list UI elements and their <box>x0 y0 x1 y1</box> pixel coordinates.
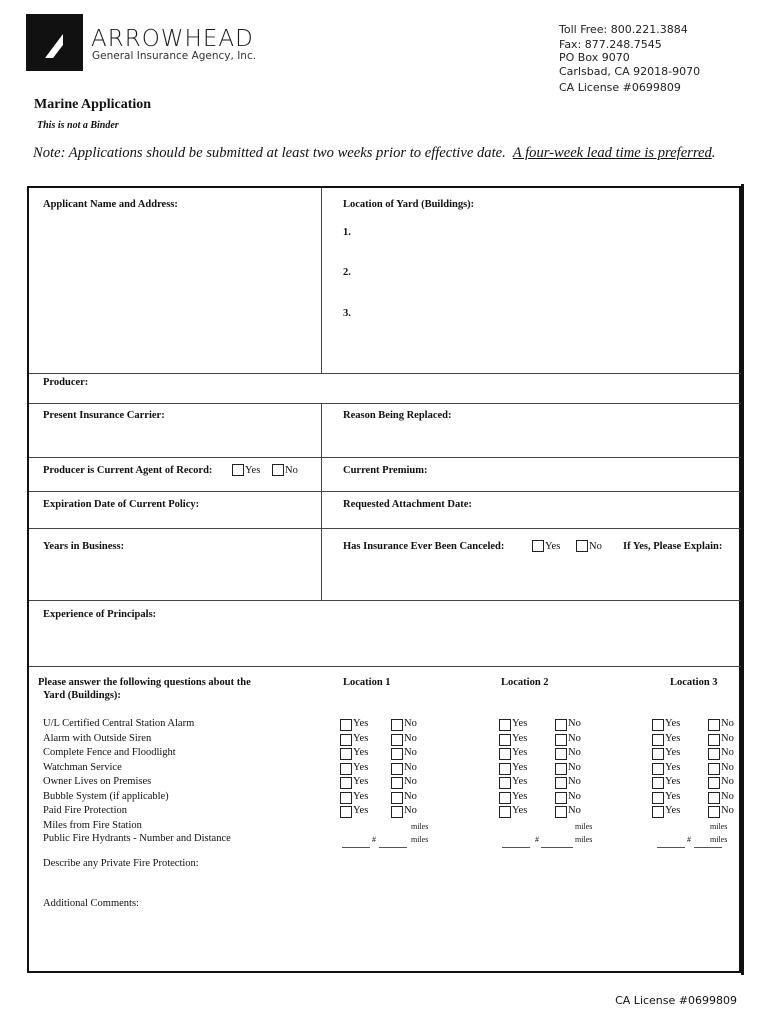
questions-intro-1: Please answer the following questions about the <box>38 677 251 688</box>
question-label: Complete Fence and Floodlight <box>43 747 176 758</box>
location-3-header: Location 3 <box>670 677 718 688</box>
loc2-no-label: No <box>568 732 581 744</box>
loc3-no-checkbox[interactable] <box>708 806 720 818</box>
hydrant-hash-1: # <box>372 835 376 844</box>
logo-title: ARROWHEAD <box>91 26 254 52</box>
hydrant-miles-3: miles <box>710 835 728 844</box>
loc2-no-checkbox[interactable] <box>555 777 567 789</box>
loc3-no-label: No <box>721 732 734 744</box>
reason-replaced-label: Reason Being Replaced: <box>343 410 452 421</box>
loc2-no-label: No <box>568 805 581 816</box>
loc2-yes-checkbox[interactable] <box>499 777 511 789</box>
form-frame <box>27 186 741 973</box>
loc1-no-label: No <box>404 732 417 744</box>
contact-city: Carlsbad, CA 92018-9070 <box>559 65 701 78</box>
loc1-no-label: No <box>404 805 417 816</box>
loc1-yes-label: Yes <box>353 761 369 773</box>
loc2-yes-checkbox[interactable] <box>499 806 511 818</box>
loc2-yes-label: Yes <box>512 805 528 816</box>
loc1-no-checkbox[interactable] <box>391 734 403 746</box>
loc2-no-checkbox[interactable] <box>555 806 567 818</box>
location-1-header: Location 1 <box>343 677 391 688</box>
loc3-yes-label: Yes <box>665 790 681 802</box>
contact-license: CA License #0699809 <box>559 81 681 94</box>
loc3-no-label: No <box>721 747 734 758</box>
loc3-yes-checkbox[interactable] <box>652 763 664 775</box>
loc2-yes-label: Yes <box>512 790 528 802</box>
loc1-no-checkbox[interactable] <box>391 777 403 789</box>
loc3-yes-label: Yes <box>665 776 681 787</box>
miles-unit-3: miles <box>710 822 728 831</box>
loc1-yes-label: Yes <box>353 732 369 744</box>
loc1-yes-checkbox[interactable] <box>340 777 352 789</box>
loc2-yes-label: Yes <box>512 732 528 744</box>
lead-time-note: Note: Applications should be submitted at least two weeks prior to effective date. A four-week lead time is preferred. <box>33 145 716 161</box>
loc3-yes-checkbox[interactable] <box>652 777 664 789</box>
loc3-no-checkbox[interactable] <box>708 777 720 789</box>
if-yes-explain-label: If Yes, Please Explain: <box>623 541 723 552</box>
question-label: Bubble System (if applicable) <box>43 790 169 802</box>
attachment-date-label: Requested Attachment Date: <box>343 499 472 510</box>
loc2-no-label: No <box>568 718 581 729</box>
miles-unit-2: miles <box>575 822 593 831</box>
loc2-yes-label: Yes <box>512 761 528 773</box>
hydrant-hash-3: # <box>687 835 691 844</box>
loc1-yes-checkbox[interactable] <box>340 792 352 804</box>
loc3-yes-label: Yes <box>665 718 681 729</box>
loc2-no-label: No <box>568 790 581 802</box>
agent-no-checkbox[interactable] <box>272 464 284 476</box>
loc1-no-checkbox[interactable] <box>391 792 403 804</box>
ever-canceled-label: Has Insurance Ever Been Canceled: <box>343 541 505 552</box>
form-title: Marine Application <box>34 97 152 112</box>
loc1-yes-checkbox[interactable] <box>340 719 352 731</box>
hydrants-label: Public Fire Hydrants - Number and Distance <box>43 833 231 844</box>
location-2-label: 2. <box>343 267 351 278</box>
producer-label: Producer: <box>43 377 89 388</box>
loc2-yes-checkbox[interactable] <box>499 792 511 804</box>
location-3-label: 3. <box>343 308 351 319</box>
loc2-yes-checkbox[interactable] <box>499 719 511 731</box>
loc2-no-checkbox[interactable] <box>555 792 567 804</box>
loc3-yes-label: Yes <box>665 761 681 773</box>
agent-of-record-label: Producer is Current Agent of Record: <box>43 465 213 476</box>
loc3-no-label: No <box>721 805 734 816</box>
loc1-yes-checkbox[interactable] <box>340 748 352 760</box>
question-label: Paid Fire Protection <box>43 805 127 816</box>
loc1-yes-label: Yes <box>353 776 369 787</box>
loc2-yes-label: Yes <box>512 776 528 787</box>
binder-note: This is not a Binder <box>37 120 119 131</box>
questions-intro-2: Yard (Buildings): <box>43 690 121 701</box>
loc1-yes-label: Yes <box>353 805 369 816</box>
loc1-no-checkbox[interactable] <box>391 763 403 775</box>
years-in-business-label: Years in Business: <box>43 541 125 552</box>
loc1-no-checkbox[interactable] <box>391 719 403 731</box>
loc2-no-label: No <box>568 776 581 787</box>
loc2-yes-label: Yes <box>512 747 528 758</box>
logo-subtitle: General Insurance Agency, Inc. <box>92 50 257 62</box>
loc2-no-checkbox[interactable] <box>555 748 567 760</box>
contact-po-box: PO Box 9070 <box>559 51 630 64</box>
loc1-yes-label: Yes <box>353 747 369 758</box>
question-label: Watchman Service <box>43 761 122 773</box>
loc2-yes-checkbox[interactable] <box>499 763 511 775</box>
loc2-no-checkbox[interactable] <box>555 734 567 746</box>
additional-comments-label: Additional Comments: <box>43 898 139 909</box>
loc3-yes-checkbox[interactable] <box>652 748 664 760</box>
loc3-no-label: No <box>721 718 734 729</box>
question-label: Alarm with Outside Siren <box>43 732 152 744</box>
loc1-yes-checkbox[interactable] <box>340 734 352 746</box>
arrowhead-logo-icon <box>26 14 83 71</box>
loc2-no-checkbox[interactable] <box>555 763 567 775</box>
yard-location-label: Location of Yard (Buildings): <box>343 199 475 210</box>
loc2-no-checkbox[interactable] <box>555 719 567 731</box>
canceled-no-label: No <box>589 541 602 552</box>
miles-unit-1: miles <box>411 822 429 831</box>
experience-label: Experience of Principals: <box>43 609 157 620</box>
loc1-no-label: No <box>404 747 417 758</box>
loc3-yes-checkbox[interactable] <box>652 719 664 731</box>
loc3-no-label: No <box>721 761 734 773</box>
private-fire-label: Describe any Private Fire Protection: <box>43 858 199 869</box>
loc3-no-checkbox[interactable] <box>708 734 720 746</box>
agent-no-label: No <box>285 465 298 476</box>
hydrant-miles-2: miles <box>575 835 593 844</box>
loc1-yes-label: Yes <box>353 718 369 729</box>
canceled-no-checkbox[interactable] <box>576 540 588 552</box>
loc1-no-checkbox[interactable] <box>391 748 403 760</box>
loc2-no-label: No <box>568 761 581 773</box>
miles-from-station-label: Miles from Fire Station <box>43 820 142 831</box>
agent-yes-label: Yes <box>245 465 261 476</box>
loc1-yes-label: Yes <box>353 790 369 802</box>
loc3-yes-label: Yes <box>665 732 681 744</box>
loc3-no-checkbox[interactable] <box>708 792 720 804</box>
loc2-yes-checkbox[interactable] <box>499 734 511 746</box>
location-1-label: 1. <box>343 227 351 238</box>
location-2-header: Location 2 <box>501 677 549 688</box>
loc3-yes-checkbox[interactable] <box>652 734 664 746</box>
canceled-yes-label: Yes <box>545 541 561 552</box>
loc3-yes-checkbox[interactable] <box>652 792 664 804</box>
loc1-no-label: No <box>404 790 417 802</box>
loc1-no-checkbox[interactable] <box>391 806 403 818</box>
question-label: Owner Lives on Premises <box>43 776 152 787</box>
loc3-yes-checkbox[interactable] <box>652 806 664 818</box>
loc2-no-label: No <box>568 747 581 758</box>
contact-toll-free: Toll Free: 800.221.3884 <box>559 23 688 36</box>
present-carrier-label: Present Insurance Carrier: <box>43 410 165 421</box>
loc3-no-label: No <box>721 776 734 787</box>
loc3-no-label: No <box>721 790 734 802</box>
question-label: U/L Certified Central Station Alarm <box>43 718 195 729</box>
canceled-yes-checkbox[interactable] <box>532 540 544 552</box>
loc1-no-label: No <box>404 761 417 773</box>
loc2-yes-label: Yes <box>512 718 528 729</box>
loc3-yes-label: Yes <box>665 805 681 816</box>
current-premium-label: Current Premium: <box>343 465 428 476</box>
loc3-no-checkbox[interactable] <box>708 763 720 775</box>
expiration-date-label: Expiration Date of Current Policy: <box>43 499 200 510</box>
contact-fax: Fax: 877.248.7545 <box>559 38 662 51</box>
loc1-no-label: No <box>404 776 417 787</box>
applicant-name-label: Applicant Name and Address: <box>43 199 178 210</box>
hydrant-miles-1: miles <box>411 835 429 844</box>
loc3-no-checkbox[interactable] <box>708 748 720 760</box>
loc2-yes-checkbox[interactable] <box>499 748 511 760</box>
loc1-no-label: No <box>404 718 417 729</box>
hydrant-hash-2: # <box>535 835 539 844</box>
loc1-yes-checkbox[interactable] <box>340 763 352 775</box>
footer-license: CA License #0699809 <box>615 994 737 1007</box>
agent-yes-checkbox[interactable] <box>232 464 244 476</box>
loc3-yes-label: Yes <box>665 747 681 758</box>
loc1-yes-checkbox[interactable] <box>340 806 352 818</box>
loc3-no-checkbox[interactable] <box>708 719 720 731</box>
